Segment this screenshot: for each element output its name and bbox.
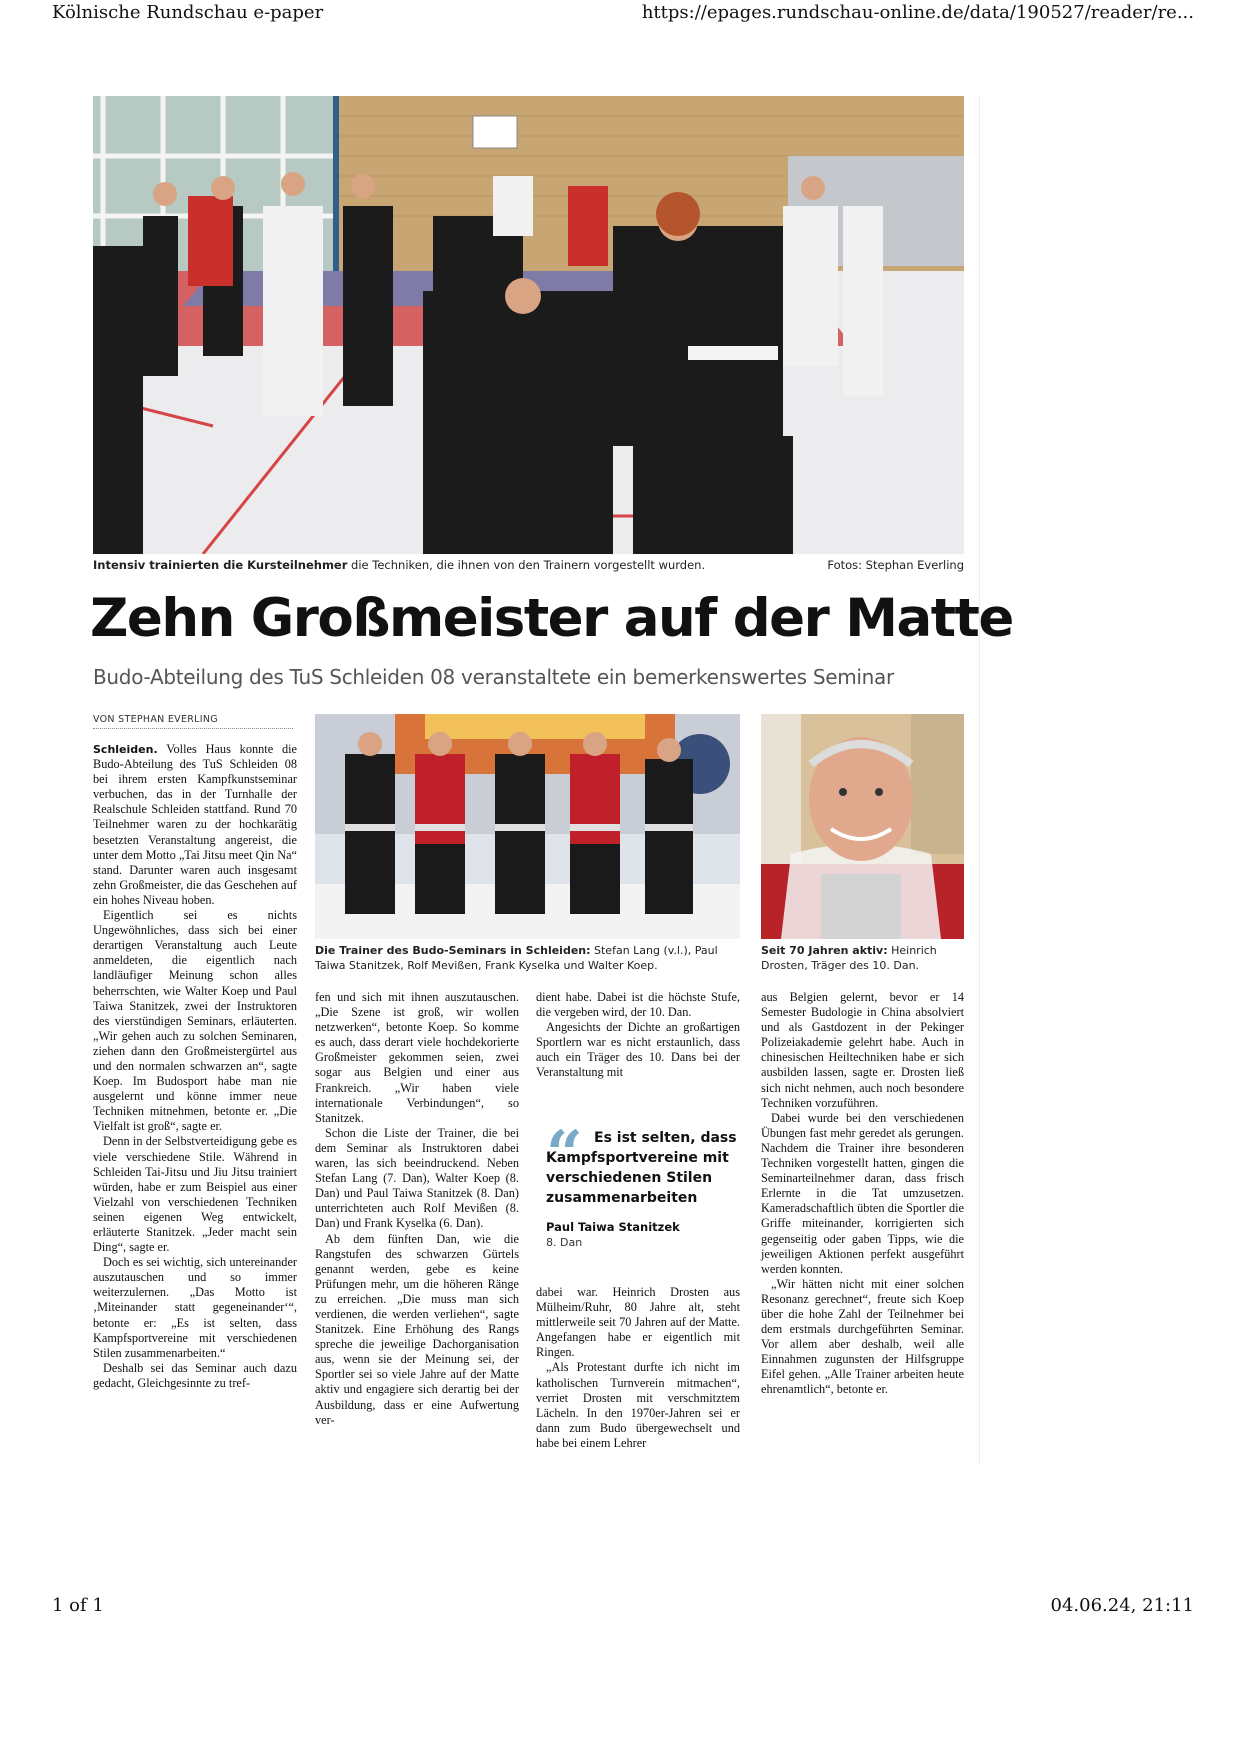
- quote-mark-icon: “: [546, 1117, 583, 1192]
- dateline: Schleiden.: [93, 743, 158, 756]
- portrait-photo-caption: [761, 943, 964, 973]
- byline: VON STEPHAN EVERLING: [93, 714, 293, 729]
- paragraph: „Als Protestant durfte ich nicht im katholischen Turnverein mitmachen“, verriet Drosten mit verschmitztem Lächeln. In den 1970er-Jahren sei er dann zum Budo übergewechselt und habe bei einem Lehrer: [536, 1360, 740, 1450]
- paragraph: Dabei wurde bei den verschiedenen Übungen fast mehr geredet als gerungen. Nachdem die Trainer ihre besonderen Techniken vorgestellt hatten, gingen die Seminarteilnehmer daran, dass frisch Erlernte in die Tat umzusetzen. Kameradschaftlich übten die Sportler die Griffe miteinander, korrigierten sich gegenseitig oder gaben Tipps, wie die jeweiligen Aktionen perfekt ausgeführt werden konnten.: [761, 1110, 964, 1276]
- portrait-photo: [761, 714, 964, 939]
- caption-text: die Techniken, die ihnen von den Trainern vorgestellt wurden.: [347, 558, 706, 572]
- paragraph: Angesichts der Dichte an großartigen Sportlern war es nicht erstaunlich, dass auch ein Träger des 10. Dans bei der Veranstaltung mit: [536, 1020, 740, 1080]
- paragraph: Ab dem fünften Dan, wie die Rangstufen des schwarzen Gürtels genannt werden, gebe es keine Prüfungen mehr, um die höheren Ränge zu erreichen. „Die muss man sich verdienen, die werden verliehen“, sagte Stanitzek. Eine Erhöhung des Rangs spreche die jeweilige Dachorganisation aus, wenn sie der Meinung sei, der Sportler sei so viele Jahre auf der Matte aktiv und engagiere sich derartig bei der Ausbildung, dass er eine Aufwertung ver-: [315, 1231, 519, 1427]
- paragraph-text: Volles Haus konnte die Budo-Abteilung des TuS Schleiden 08 bei ihrem ersten Kampfkunstseminar verbuchen, das in der Turnhalle der Realschule Schleiden stattfand. Rund 70 Teilnehmer waren zu der hochkarätig besetzten Veranstaltung angereist, die unter dem Motto „Tai Jitsu meet Qin Na“ stand. Darunter waren auch insgesamt zehn Großmeister, die das Geschehen auf ein hohes Niveau hoben.: [93, 742, 297, 907]
- headline: Zehn Großmeister auf der Matte: [90, 588, 1013, 649]
- caption-bold: Intensiv trainierten die Kursteilnehmer: [93, 558, 348, 572]
- print-timestamp: 04.06.24, 21:11: [1050, 1595, 1194, 1616]
- paragraph: dient habe. Dabei ist die höchste Stufe, die vergeben wird, der 10. Dan.: [536, 990, 740, 1020]
- caption-bold: Seit 70 Jahren aktiv:: [761, 944, 888, 957]
- article-column-2: [315, 990, 519, 1428]
- paragraph: Doch es sei wichtig, sich untereinander auszutauschen und so immer weiterzulernen. „Das Motto ist ‚Miteinander statt gegeneinander‘“, betonte er: „Es ist selten, dass Kampfsportvereine mit verschiedenen Stilen zusammenarbeiten.“: [93, 1255, 297, 1360]
- article-column-1: [93, 742, 297, 1391]
- paragraph: Deshalb sei das Seminar auch dazu gedacht, Gleichgesinnte zu tref-: [93, 1360, 297, 1390]
- paragraph: „Wir hätten nicht mit einer solchen Resonanz gerechnet“, freute sich Koep über die hohe Zahl der Teilnehmer bei dem erstmals durchgeführten Seminar. Vor allem aber deshalb, weil alle Einnahmen zugunsten der Hilfsgruppe Eifel gehen. „Alle Trainer arbeiten heute ehrenamtlich“, betonte er.: [761, 1276, 964, 1397]
- paragraph: [93, 742, 297, 908]
- caption-text: Stefan Lang (v.l.), Paul Taiwa Stanitzek, Rolf Mevißen, Frank Kyselka und Walter Koep.: [315, 944, 718, 972]
- subheadline: Budo-Abteilung des TuS Schleiden 08 veranstaltete ein bemerkenswertes Seminar: [93, 665, 894, 689]
- main-photo: [93, 96, 964, 554]
- browser-url[interactable]: https://epages.rundschau-online.de/data/190527/reader/re...: [641, 2, 1194, 23]
- quote-author: Paul Taiwa Stanitzek: [546, 1220, 680, 1234]
- pull-quote: [546, 1117, 740, 1249]
- paragraph: Denn in der Selbstverteidigung gebe es viele verschiedene Stile. Während in Schleiden Tai-Jitsu und Jiu Jitsu trainiert würden, habe er zum Beispiel aus einer Vielzahl von verschiedenen Techniken seinen eigenen Weg entwickelt, erläuterte Stanitzek. „Jeder macht sein Ding“, sagte er.: [93, 1134, 297, 1255]
- paragraph: Schon die Liste der Trainer, die bei dem Seminar als Instruktoren dabei waren, las sich beeindruckend. Neben Stefan Lang (7. Dan), Walter Koep (8. Dan) und Paul Taiwa Stanitzek (8. Dan) unterrichteten auch Rolf Mevißen (8. Dan) und Frank Kyselka (6. Dan).: [315, 1125, 519, 1231]
- caption-bold: Die Trainer des Budo-Seminars in Schleiden:: [315, 944, 591, 957]
- article-column-3-top: [536, 990, 740, 1081]
- page-edge: [979, 95, 980, 1465]
- main-photo-caption: [93, 558, 964, 572]
- trainers-photo: [315, 714, 740, 939]
- caption-text: Heinrich Drosten, Träger des 10. Dan.: [761, 944, 937, 972]
- trainers-photo-caption: [315, 943, 740, 973]
- paragraph: dabei war. Heinrich Drosten aus Mülheim/Ruhr, 80 Jahre alt, steht mittlerweile seit 70 Jahren auf der Matte. Angefangen habe er eigentlich mit Ringen.: [536, 1285, 740, 1360]
- photo-credit: Fotos: Stephan Everling: [827, 558, 964, 572]
- quote-text: Es ist selten, dass Kampfsportvereine mit verschiedenen Stilen zusammenarbeiten: [546, 1130, 737, 1206]
- quote-role: 8. Dan: [546, 1236, 583, 1249]
- page-count: 1 of 1: [52, 1595, 104, 1616]
- paragraph: Eigentlich sei es nichts Ungewöhnliches, dass sich bei einer derartigen Veranstaltung auch Leute anmeldeten, die eigentlich nach landläufiger Meinung schon alles beherrschten, wie Walter Koep und Paul Taiwa Stanitzek, zwei der Instruktoren des vierstündigen Seminars, erläuterten. „Wir gehen auch zu solchen Seminaren, ziehen dann den Großmeistergürtel aus und den normalen schwarzen an“, sagte Koep. Im Budosport habe man nie ausgelernt und könne immer neue Techniken mitnehmen, betonte er. „Die Vielfalt ist groß“, sagte er.: [93, 908, 297, 1134]
- paragraph: aus Belgien gelernt, bevor er 14 Semester Budologie in China absolviert und als Gastdozent in der Pekinger Polizeiakademie gelehrt habe. Auch in chinesischen Heiltechniken habe er sich ausbilden lassen, sagte er. Drosten ließ sich nicht nehmen, auch noch besondere Techniken vorzuführen.: [761, 990, 964, 1110]
- article-column-3-bottom: [536, 1285, 740, 1451]
- paragraph: fen und sich mit ihnen auszutauschen. „Die Szene ist groß, wir wollen netzwerken“, betonte Koep. So komme es auch, dass derart viele hochdekorierte Großmeister gekommen seien, zwei sogar aus Belgien und einer aus Frankreich. „Wir haben viele internationale Verbindungen“, so Stanitzek.: [315, 990, 519, 1125]
- article-column-4: [761, 990, 964, 1398]
- browser-title: Kölnische Rundschau e-paper: [52, 2, 324, 23]
